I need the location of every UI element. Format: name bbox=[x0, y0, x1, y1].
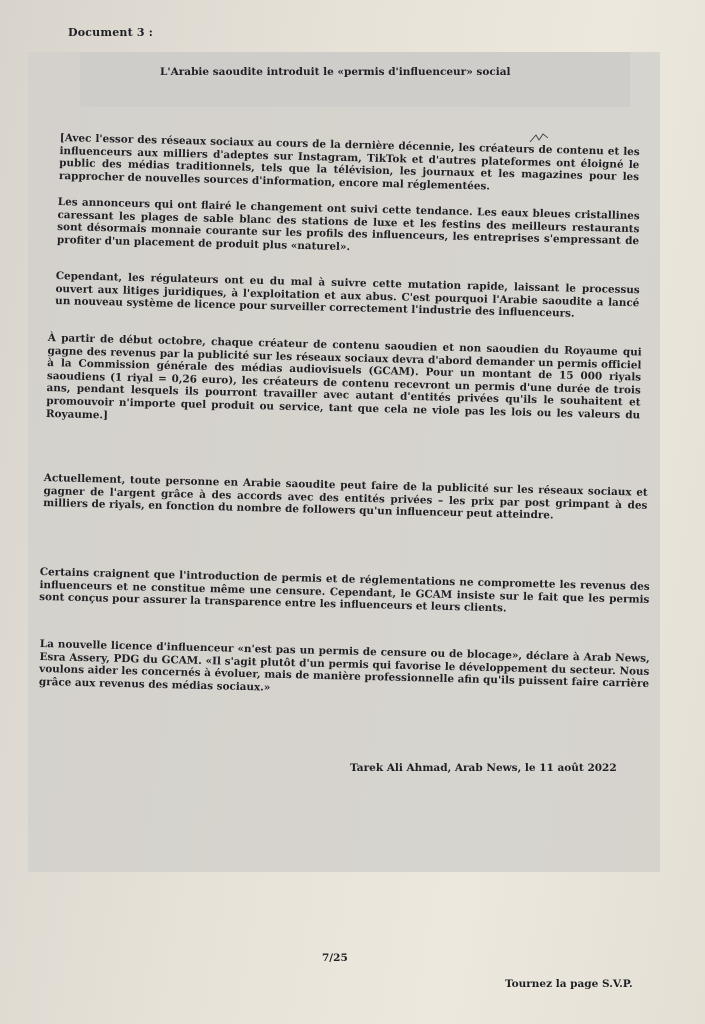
paragraph-6-text: Certains craignent que l'introduction de permis et de réglementations ne compromette les revenus des influenceurs et ne constitue même une censure. Cependant, le GCAM insiste sur le fait que les permis sont conçus pour assurer la transparence entre les influenceurs et leurs clients. bbox=[39, 566, 650, 615]
paragraph-4 bbox=[46, 332, 642, 435]
paragraph-4-text: À partir de début octobre, chaque créateur de contenu saoudien et non saoudien du Royaume qui gagne des revenus par la publicité sur les réseaux sociaux devra d'abord demander un permis officiel à la Commission générale des médias audiovisuels (GCAM). Pour un montant de 15 000 riyals saoudiens (1 riyal = 0,26 euro), les créateurs de contenu recevront un permis d'une durée de trois ans, pendant lesquels ils pourront travailler avec autant d'entités privées qu'ils le souhaitent et promouvoir n'importe quel produit ou service, tant que cela ne viole pas les lois ou les valeurs du Royaume.] bbox=[45, 332, 642, 422]
signature: Tarek Ali Ahmad, Arab News, le 11 août 2022 bbox=[350, 762, 617, 774]
turn-page-note: Tournez la page S.V.P. bbox=[505, 978, 633, 990]
paragraph-7-text: La nouvelle licence d'influenceur «n'est pas un permis de censure ou de blocage», déclare à Arab News, Esra Assery, PDG du GCAM. «Il s'agit plutôt d'un permis qui favorise le développement du secteur. Nous voulons aider les concernés à évoluer, mais de manière professionnelle afin qu'ils puissent faire carrière grâce aux revenus des médias sociaux.» bbox=[38, 638, 650, 694]
title-shade bbox=[80, 52, 630, 107]
paragraph-5-text: Actuellement, toute personne en Arabie saoudite peut faire de la publicité sur les réseaux sociaux et gagner de l'argent grâce à des accords avec des entités privées – les prix par post grimpant à des milliers de riyals, en fonction du nombre de followers qu'un influenceur peut atteindre. bbox=[43, 472, 648, 522]
paragraph-3-text: Cependant, les régulateurs ont eu du mal à suivre cette mutation rapide, laissant le processus ouvert aux litiges juridiques, à l'exploitation et aux abus. C'est pourquoi l'Arabie saoudite a lancé un nouveau système de licence pour surveiller correctement l'industrie des influenceurs. bbox=[55, 270, 640, 320]
paragraph-2-text: Les annonceurs qui ont flairé le changement ont suivi cette tendance. Les eaux bleues cristallines caressant les plages de sable blanc des stations de luxe et les festins des meilleurs restaurants sont désormais monnaie courante sur les profils des influenceurs, les entreprises s'empressant de profiter d'un placement de produit plus «naturel». bbox=[56, 196, 640, 253]
page-number: 7/25 bbox=[322, 952, 348, 964]
pen-mark-icon bbox=[528, 132, 550, 144]
document-title: L'Arabie saoudite introduit le «permis d'influenceur» social bbox=[160, 66, 511, 78]
paragraph-1-text: [Avec l'essor des réseaux sociaux au cours de la dernière décennie, les créateurs de contenu et les influenceurs aux milliers d'adeptes sur Instagram, TikTok et d'autres plateformes ont éloigné le public des médias traditionnels, tels que la télévision, les journaux et les magazines pour les rapprocher de nouvelles sources d'information, encore mal réglementées. bbox=[58, 132, 640, 193]
document-label: Document 3 : bbox=[68, 26, 154, 39]
